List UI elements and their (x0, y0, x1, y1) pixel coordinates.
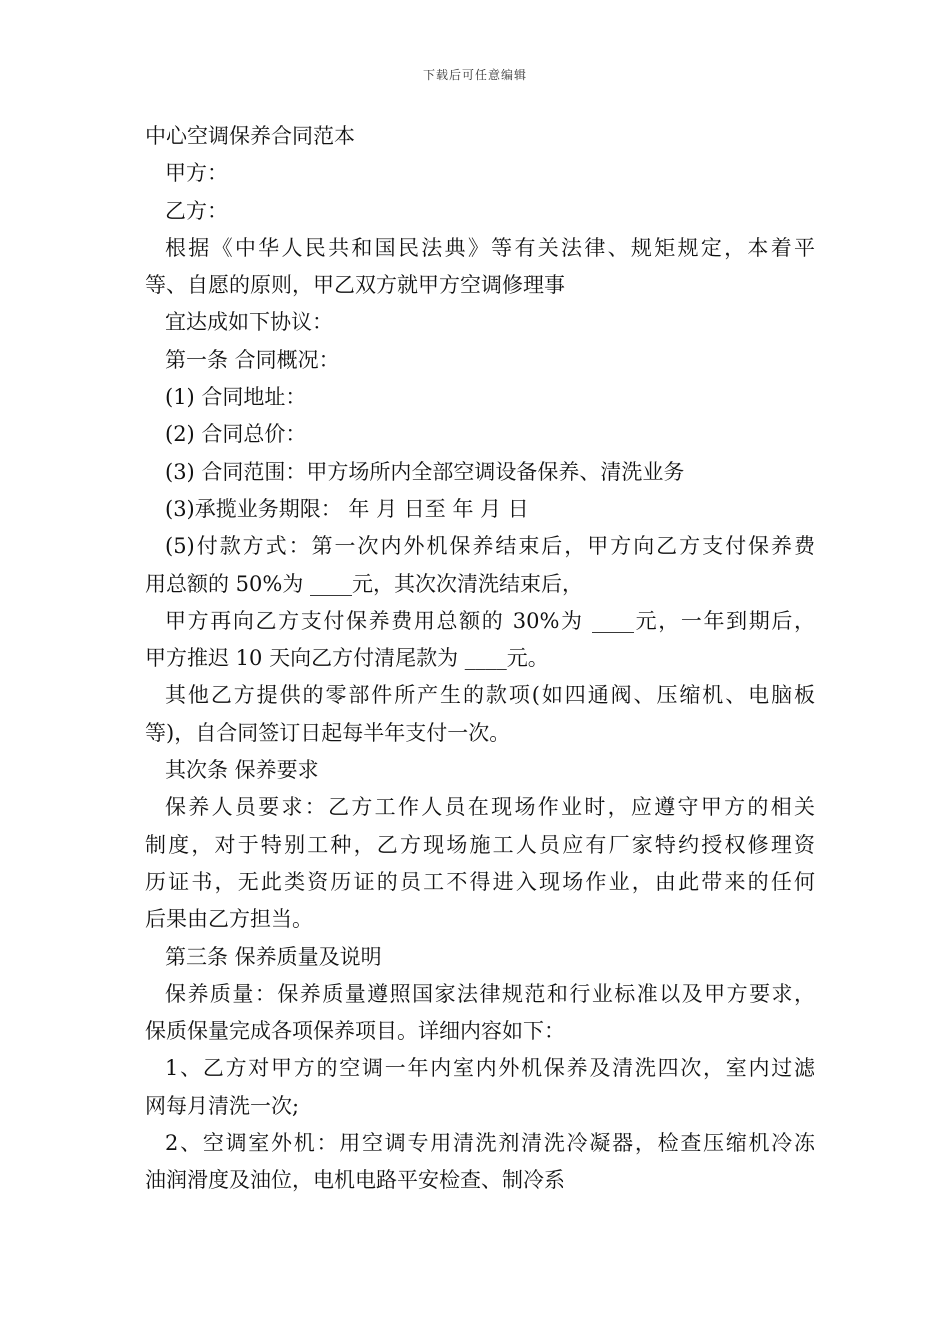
payment-line-3: 甲方再向乙方支付保养费用总额的 30%为 ____元，一年到期后， (165, 608, 815, 633)
item-2-line-2: 油润滑度及油位，电机电路平安检查、制冷系 (145, 1168, 565, 1193)
contract-total-line: (2) 合同总价： (165, 422, 307, 447)
party-b-line: 乙方： (165, 198, 228, 223)
quality-line-1: 保养质量：保养质量遵照国家法律规范和行业标准以及甲方要求， (165, 981, 815, 1006)
contract-term-line: (3)承揽业务期限： 年 月 日至 年 月 日 (165, 496, 529, 521)
party-a-line: 甲方： (165, 161, 228, 186)
document-body (145, 118, 815, 1200)
document-title: 中心空调保养合同范本 (145, 124, 355, 148)
intro-paragraph-line-3: 宜达成如下协议： (165, 310, 333, 335)
payment-line-1: (5)付款方式：第一次内外机保养结束后，甲方向乙方支付保养费 (165, 534, 815, 559)
staff-requirements-line-1: 保养人员要求：乙方工作人员在现场作业时，应遵守甲方的相关 (165, 795, 815, 820)
article-3-heading: 第三条 保养质量及说明 (165, 944, 382, 969)
page-header: 下载后可任意编辑 (422, 68, 527, 82)
item-2-line-1: 2、空调室外机：用空调专用清洗剂清洗冷凝器，检查压缩机冷冻 (165, 1131, 815, 1156)
contract-address-line: (1) 合同地址： (165, 385, 307, 410)
article-1-heading: 第一条 合同概况： (165, 347, 340, 372)
quality-line-2: 保质保量完成各项保养项目。详细内容如下： (145, 1019, 565, 1044)
contract-scope-line: (3) 合同范围：甲方场所内全部空调设备保养、清洗业务 (165, 459, 685, 484)
article-2-heading: 其次条 保养要求 (165, 758, 319, 783)
staff-requirements-line-2: 制度，对于特别工种，乙方现场施工人员应有厂家特约授权修理资 (145, 832, 815, 857)
item-1-line-2: 网每月清洗一次; (145, 1093, 300, 1118)
intro-paragraph-line-1: 根据《中华人民共和国民法典》等有关法律、规矩规定，本着平 (165, 235, 815, 260)
staff-requirements-line-3: 历证书，无此类资历证的员工不得进入现场作业，由此带来的任何 (145, 869, 815, 894)
payment-line-4: 甲方推迟 10 天向乙方付清尾款为 ____元。 (145, 646, 549, 671)
payment-line-2: 用总额的 50%为 ____元，其次次清洗结束后， (145, 571, 584, 596)
item-1-line-1: 1、乙方对甲方的空调一年内室内外机保养及清洗四次，室内过滤 (165, 1056, 815, 1081)
parts-payment-line-1: 其他乙方提供的零部件所产生的款项(如四通阀、压缩机、电脑板 (165, 683, 815, 708)
parts-payment-line-2: 等)，自合同签订日起每半年支付一次。 (145, 720, 511, 745)
intro-paragraph-line-2: 等、自愿的原则，甲乙双方就甲方空调修理事 (145, 273, 565, 298)
staff-requirements-line-4: 后果由乙方担当。 (145, 907, 313, 932)
